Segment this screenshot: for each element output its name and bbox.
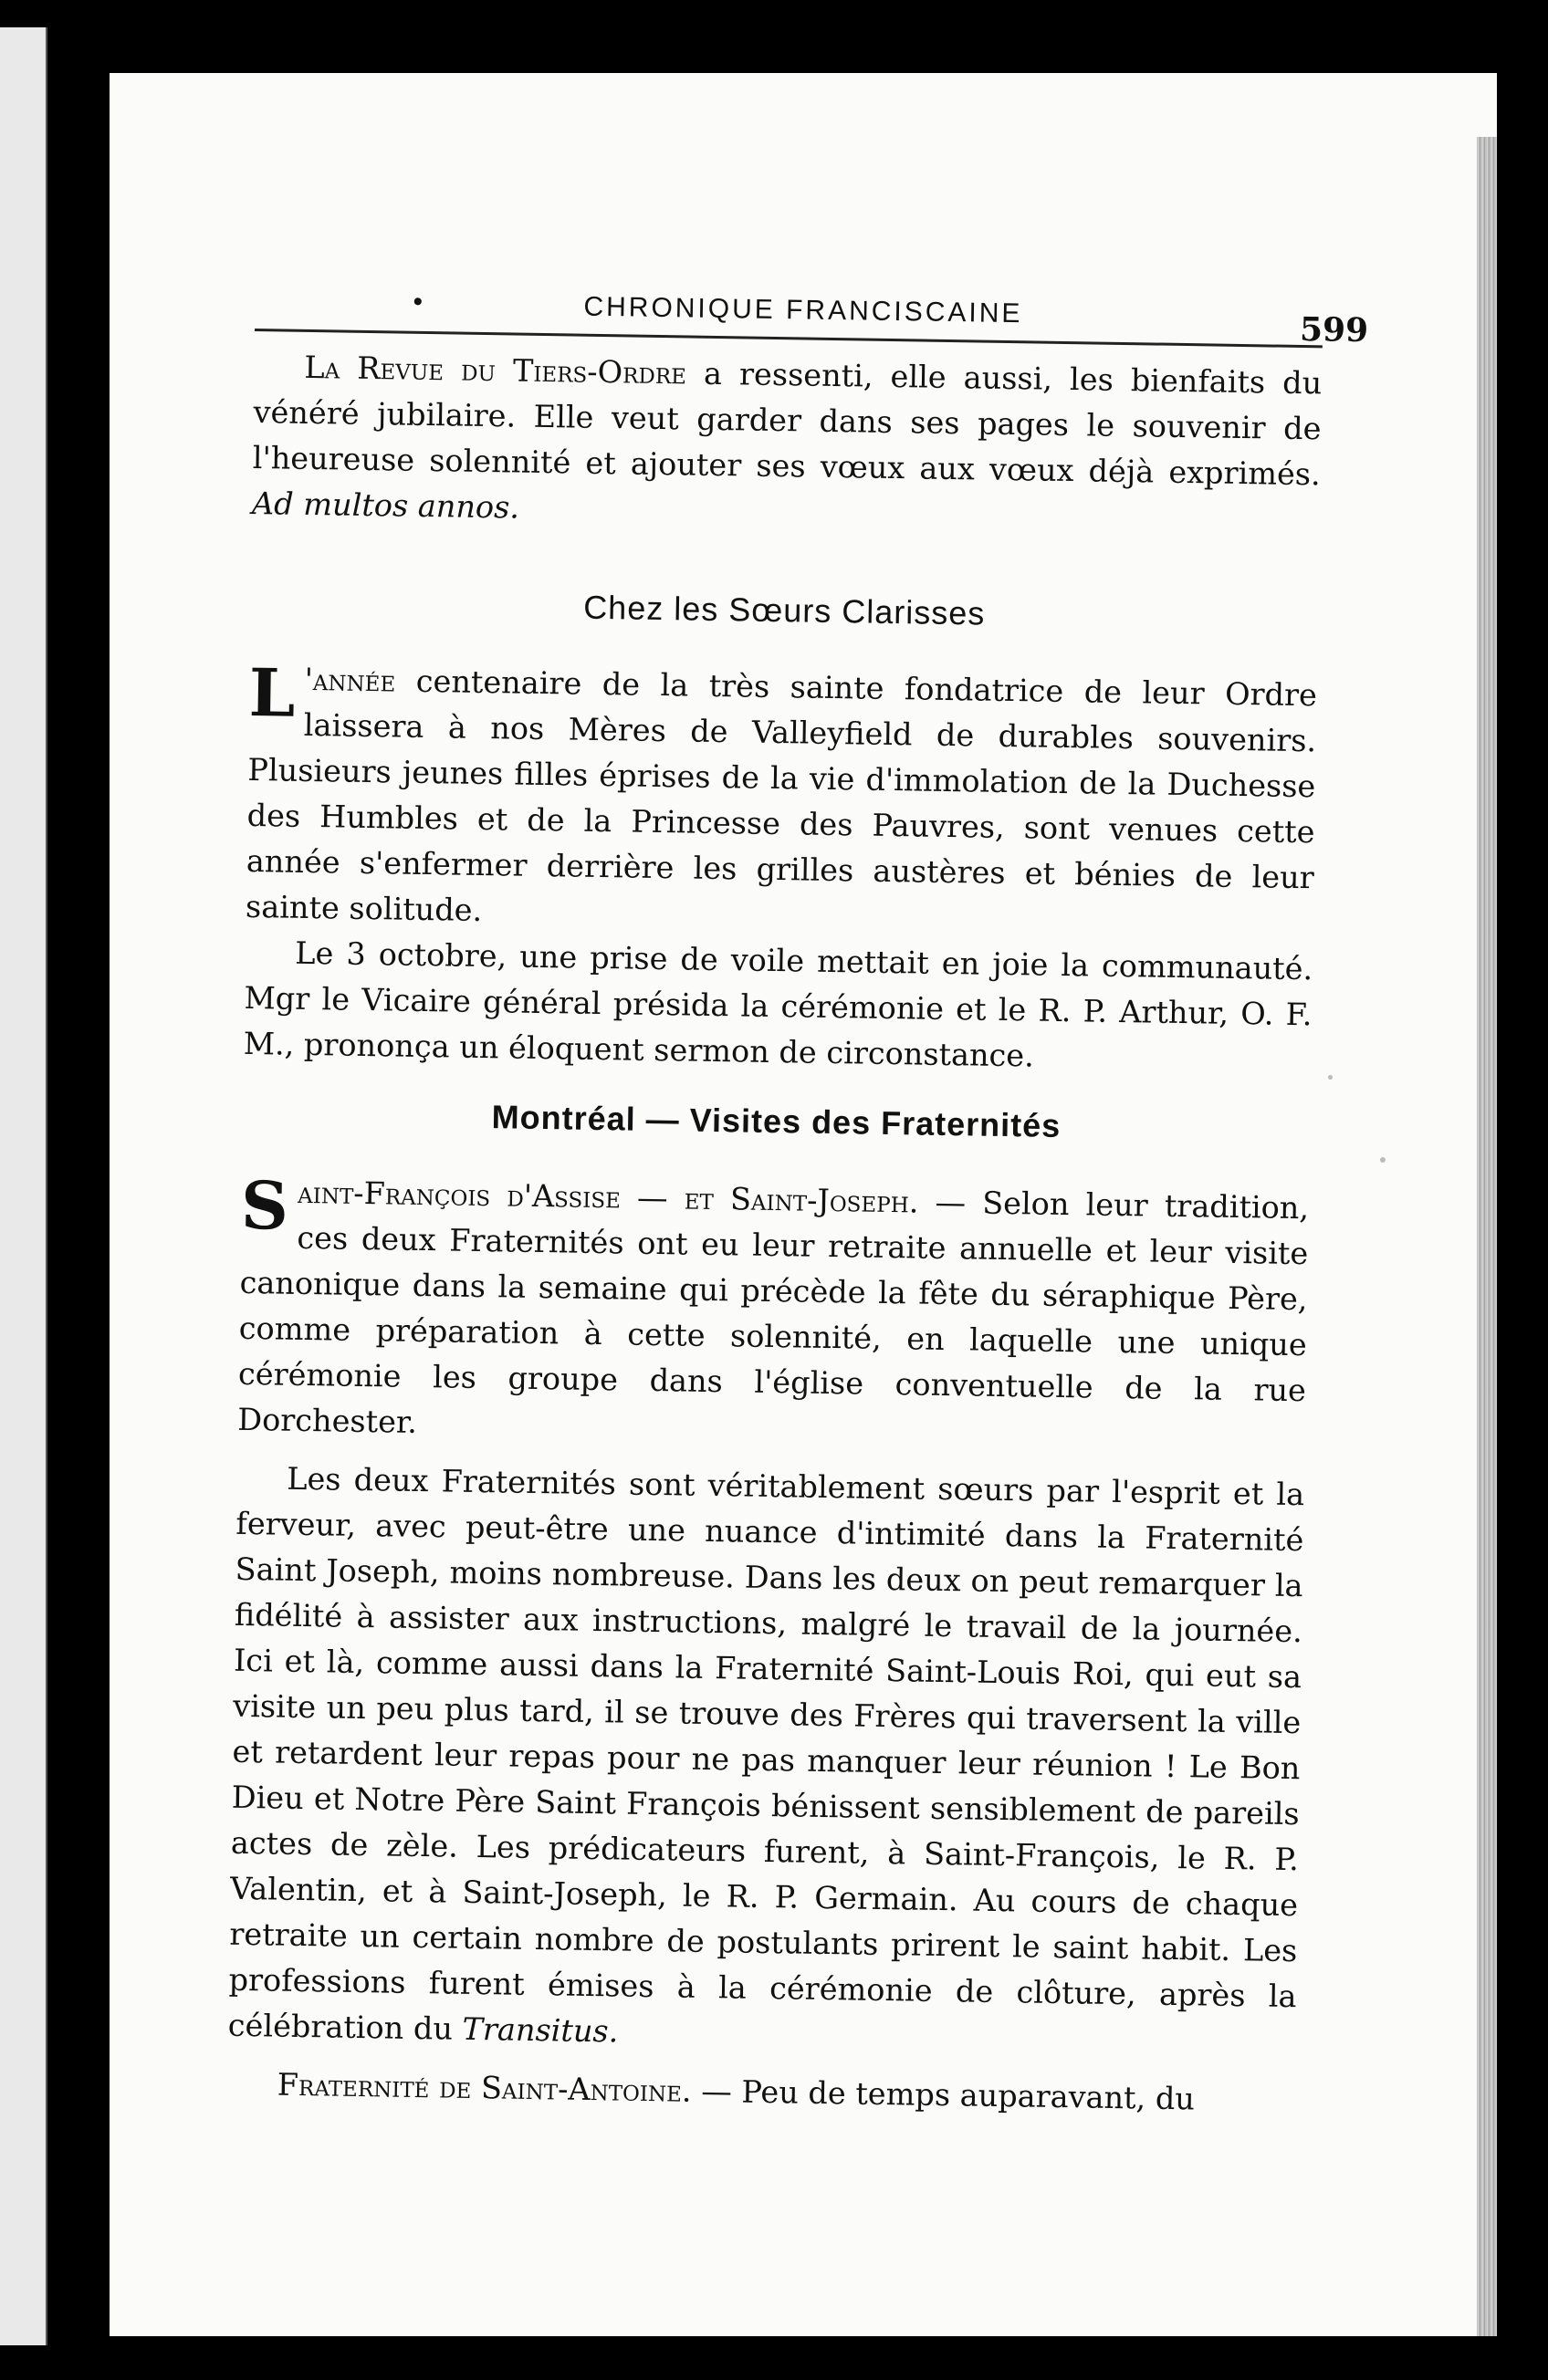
- fraternites-paragraph-1: [236, 1165, 1310, 1459]
- smudge-mark: [1328, 1075, 1333, 1080]
- section-heading-montreal: Montréal — Visites des Fraternités: [491, 1098, 1062, 1144]
- clarisses-lead: 'année: [304, 661, 396, 699]
- left-page-edge: [0, 27, 47, 2345]
- fraternites-lead: aint-François d'Assise — et Saint-Joseph.: [297, 1174, 919, 1220]
- clarisses-paragraph-2: Le 3 octobre, une prise de voile mettait en joie la communauté. Mgr le Vicaire général présida la cérémonie et le R. P. Arthur, O. F. M., prononça un éloquent sermon de circonstance.: [243, 934, 1313, 1074]
- fraternites-paragraph-3: [226, 2062, 1295, 2124]
- fraternites-p2-text: Les deux Fraternités sont véritablement sœurs par l'esprit et la ferveur, avec peut-être une nuance d'intimité dans la Fraternité Saint Joseph, moins nombreuse. Dans les deux on peut remarquer la fidélité à assister aux instructions, malgré le travail de la journée. Ici et là, comme aussi dans la Fraternité Saint-Louis Roi, qui eut sa visite un peu plus tard, il se trouve des Frères qui traversent la ville et retardent leur repas pour ne pas manquer leur réunion ! Le Bon Dieu et Notre Père Saint François bénissent sensiblement de pareils actes de zèle. Les prédicateurs furent, à Saint-François, le R. P. Valentin, et à Saint-Joseph, le R. P. Germain. Au cours de chaque retraite un certain nombre de postulants prirent le saint habit. Les professions furent émises à la cérémonie de clôture, après la célébration du: [227, 1460, 1305, 2047]
- page-number: 599: [1299, 309, 1369, 350]
- fraternites-paragraph-2: [227, 1456, 1304, 2065]
- intro-text: a ressenti, elle aussi, les bienfaits du vénéré jubilaire. Elle veut garder dans ses pages le souvenir de l'heureuse solennité et ajouter ses vœux aux vœux déjà exprimés.: [252, 355, 1323, 493]
- page-fore-edge: [1477, 137, 1497, 2336]
- fraternites-text: — Selon leur tradition, ces deux Fraternités ont eu leur retraite annuelle et leur visite canonique dans la semaine qui précède la fête du séraphique Père, comme préparation à cette solennité, en laquelle une unique cérémonie les groupe dans l'église conventuelle de la rue Dorchester.: [236, 1184, 1310, 1440]
- page-content: [226, 274, 1369, 2124]
- clarisses-text: centenaire de la très sainte fondatrice de leur Ordre laissera à nos Mères de Valleyfield de durables souvenirs. Plusieurs jeunes filles éprises de la vie d'immolation de la Duchesse des Humbles et de la Princesse des Pauvres, sont venues cette année s'enfermer derrière les grilles austères et bénies de leur sainte solitude.: [245, 663, 1318, 928]
- dropcap-letter: L: [248, 652, 297, 732]
- running-head: [255, 274, 1369, 350]
- intro-paragraph: [252, 344, 1323, 543]
- dropcap-letter: S: [240, 1165, 289, 1245]
- running-title: CHRONIQUE FRANCISCAINE: [583, 291, 1023, 329]
- transitus-italic: Transitus.: [462, 2010, 619, 2050]
- clarisses-paragraph-1: [245, 652, 1318, 946]
- intro-lead: La Revue du Tiers-Ordre: [304, 349, 687, 391]
- saint-antoine-lead: Fraternité de Saint-Antoine.: [277, 2066, 692, 2109]
- smudge-mark: [1380, 1157, 1386, 1163]
- intro-closing: Ad multos annos.: [251, 485, 520, 526]
- saint-antoine-text: — Peu de temps auparavant, du: [691, 2072, 1196, 2117]
- book-page: [110, 73, 1497, 2336]
- header-mark: •: [410, 287, 426, 318]
- section-heading-clarisses: Chez les Sœurs Clarisses: [582, 588, 986, 632]
